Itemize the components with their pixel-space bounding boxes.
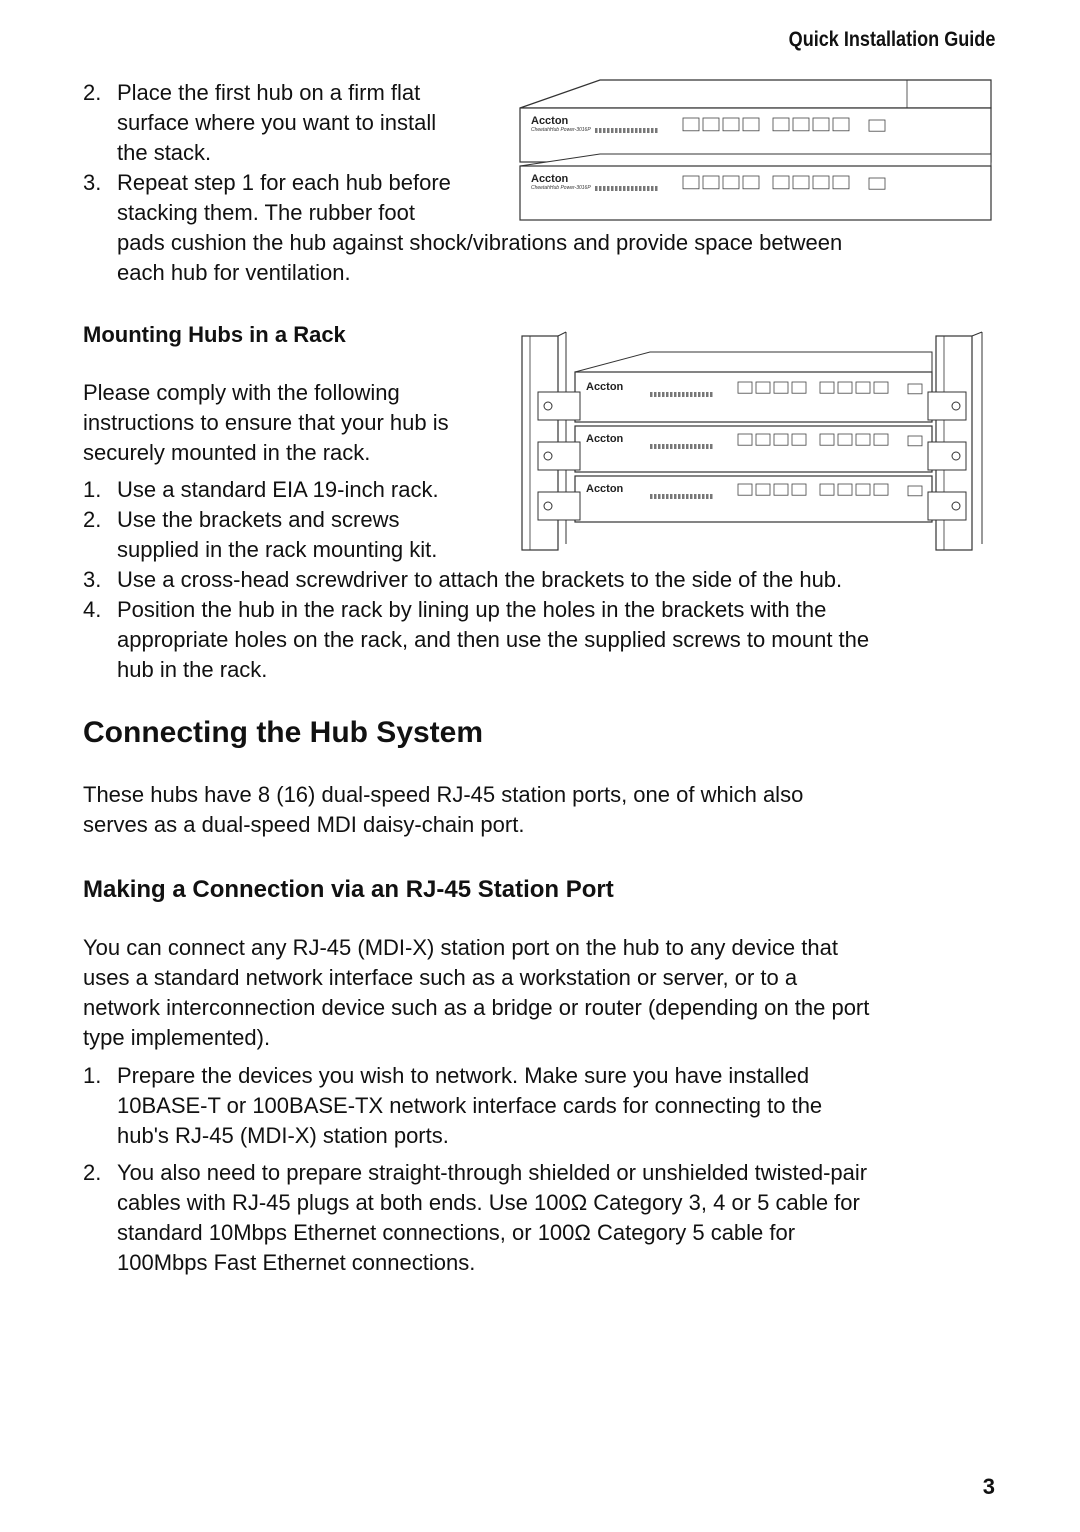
led-indicator xyxy=(666,392,669,397)
step-line: 10BASE-T or 100BASE-TX network interface cards for connecting to the xyxy=(117,1093,823,1118)
led-indicator xyxy=(603,128,606,133)
rj45-port-icon xyxy=(838,434,852,445)
led-indicator xyxy=(655,186,658,191)
led-indicator xyxy=(690,494,693,499)
rj45-intro xyxy=(83,933,869,1053)
rj45-port-icon xyxy=(738,434,752,445)
led-indicator xyxy=(698,444,701,449)
led-indicator xyxy=(674,444,677,449)
step-line: the stack. xyxy=(117,140,212,165)
led-indicator xyxy=(651,128,654,133)
led-indicator xyxy=(647,128,650,133)
intro-line: Please comply with the following xyxy=(83,380,400,405)
rj45-port-icon xyxy=(813,118,829,131)
rj45-step-1 xyxy=(83,1061,993,1151)
step-line: Use the brackets and screws xyxy=(117,507,400,532)
hub-brand: Accton xyxy=(531,115,569,127)
led-indicator xyxy=(670,392,673,397)
rj45-port-icon xyxy=(833,118,849,131)
led-indicator xyxy=(694,444,697,449)
led-indicator xyxy=(666,444,669,449)
rj45-port-icon xyxy=(756,382,770,393)
led-indicator xyxy=(654,392,657,397)
rj45-port-icon xyxy=(820,434,834,445)
intro-line: You can connect any RJ-45 (MDI-X) station port on the hub to any device that xyxy=(83,935,838,960)
led-indicator xyxy=(607,128,610,133)
rj45-port-icon xyxy=(856,484,870,495)
rack-hub-unit xyxy=(575,476,932,522)
led-indicator xyxy=(702,444,705,449)
rj45-port-icon xyxy=(813,176,829,189)
led-indicator xyxy=(710,494,713,499)
led-indicator xyxy=(658,392,661,397)
rj45-port-icon xyxy=(793,176,809,189)
rj45-port-icon xyxy=(874,434,888,445)
led-indicator xyxy=(635,186,638,191)
rack-step-3 xyxy=(83,565,993,595)
led-indicator xyxy=(686,494,689,499)
step-line: Use a cross-head screwdriver to attach the brackets to the side of the hub. xyxy=(117,567,843,592)
led-indicator xyxy=(607,186,610,191)
led-indicator xyxy=(654,494,657,499)
rj45-port-icon xyxy=(683,118,699,131)
rj45-port-icon xyxy=(856,434,870,445)
led-indicator xyxy=(682,494,685,499)
rj45-port-icon xyxy=(738,382,752,393)
rj45-port-icon xyxy=(756,484,770,495)
led-indicator xyxy=(615,128,618,133)
rj45-port-icon xyxy=(793,118,809,131)
rj45-port-icon xyxy=(756,434,770,445)
led-indicator xyxy=(682,444,685,449)
rj45-port-icon xyxy=(738,484,752,495)
rj45-port-icon xyxy=(743,176,759,189)
uplink-port-icon xyxy=(908,436,922,446)
step-number: 2. xyxy=(83,1160,102,1185)
led-indicator xyxy=(639,128,642,133)
hub-brand: Accton xyxy=(586,483,624,495)
led-indicator xyxy=(623,128,626,133)
step-number: 2. xyxy=(83,80,102,105)
step-line: supplied in the rack mounting kit. xyxy=(117,537,438,562)
led-indicator xyxy=(690,392,693,397)
led-indicator xyxy=(650,444,653,449)
led-indicator xyxy=(702,392,705,397)
rj45-port-icon xyxy=(774,382,788,393)
step-number: 2. xyxy=(83,507,102,532)
rj45-port-icon xyxy=(774,434,788,445)
intro-line: uses a standard network interface such as a workstation or server, or to a xyxy=(83,965,798,990)
uplink-port-icon xyxy=(908,486,922,496)
connecting-heading: Connecting the Hub System xyxy=(83,716,484,749)
led-indicator xyxy=(686,444,689,449)
step-line: You also need to prepare straight-through shielded or unshielded twisted-pair xyxy=(117,1160,868,1185)
connecting-intro xyxy=(83,780,803,840)
led-indicator xyxy=(631,128,634,133)
led-indicator xyxy=(706,444,709,449)
step-number: 3. xyxy=(83,170,102,195)
rj45-port-icon xyxy=(773,118,789,131)
rj45-port-icon xyxy=(833,176,849,189)
rj45-step-2 xyxy=(83,1158,993,1278)
intro-line: type implemented). xyxy=(83,1025,271,1050)
led-indicator xyxy=(698,494,701,499)
uplink-port-icon xyxy=(869,178,885,189)
led-indicator xyxy=(694,392,697,397)
led-indicator xyxy=(706,392,709,397)
step-line: hub's RJ-45 (MDI-X) station ports. xyxy=(117,1123,449,1148)
rack-heading: Mounting Hubs in a Rack xyxy=(83,322,346,347)
step-number: 3. xyxy=(83,567,102,592)
running-header: Quick Installation Guide xyxy=(788,28,995,51)
rj45-heading: Making a Connection via an RJ-45 Station Port xyxy=(83,876,614,903)
led-indicator xyxy=(619,186,622,191)
led-indicator xyxy=(627,186,630,191)
led-indicator xyxy=(690,444,693,449)
led-indicator xyxy=(670,494,673,499)
rj45-port-icon xyxy=(792,382,806,393)
step-line: pads cushion the hub against shock/vibrations and provide space between xyxy=(117,230,843,255)
rj45-port-icon xyxy=(703,176,719,189)
led-indicator xyxy=(611,186,614,191)
stacked-hubs-illustration xyxy=(515,78,995,224)
intro-line: These hubs have 8 (16) dual-speed RJ-45 station ports, one of which also xyxy=(83,782,804,807)
stack-step-2 xyxy=(83,78,503,168)
led-indicator xyxy=(619,128,622,133)
led-indicator xyxy=(678,494,681,499)
rj45-port-icon xyxy=(874,382,888,393)
hub-model: CheetahHub Power-3016P xyxy=(531,185,591,191)
led-indicator xyxy=(650,494,653,499)
led-indicator xyxy=(595,128,598,133)
page-number: 3 xyxy=(982,1474,995,1499)
led-indicator xyxy=(662,444,665,449)
uplink-port-icon xyxy=(869,120,885,131)
led-indicator xyxy=(643,128,646,133)
uplink-port-icon xyxy=(908,384,922,394)
led-indicator xyxy=(682,392,685,397)
led-indicator xyxy=(674,392,677,397)
led-indicator xyxy=(662,494,665,499)
led-indicator xyxy=(654,444,657,449)
led-indicator xyxy=(694,494,697,499)
led-indicator xyxy=(655,128,658,133)
led-indicator xyxy=(643,186,646,191)
rj45-port-icon xyxy=(683,176,699,189)
led-indicator xyxy=(635,128,638,133)
rack-step-2 xyxy=(83,505,503,565)
rj45-port-icon xyxy=(792,484,806,495)
step-number: 1. xyxy=(83,1063,102,1088)
rj45-port-icon xyxy=(703,118,719,131)
rj45-port-icon xyxy=(773,176,789,189)
rj45-port-icon xyxy=(723,118,739,131)
rj45-port-icon xyxy=(874,484,888,495)
led-indicator xyxy=(623,186,626,191)
hub-model: CheetahHub Power-3016P xyxy=(531,127,591,133)
step-number: 4. xyxy=(83,597,102,622)
step-line: Use a standard EIA 19-inch rack. xyxy=(117,477,439,502)
rj45-port-icon xyxy=(820,382,834,393)
step-line: surface where you want to install xyxy=(117,110,437,135)
hub-brand: Accton xyxy=(531,173,569,185)
led-indicator xyxy=(599,186,602,191)
step-line: appropriate holes on the rack, and then use the supplied screws to mount the xyxy=(117,627,870,652)
led-indicator xyxy=(674,494,677,499)
led-indicator xyxy=(706,494,709,499)
rj45-port-icon xyxy=(743,118,759,131)
led-indicator xyxy=(647,186,650,191)
led-indicator xyxy=(595,186,598,191)
led-indicator xyxy=(599,128,602,133)
rack-step-4 xyxy=(83,595,993,685)
hub-brand: Accton xyxy=(586,433,624,445)
step-line: each hub for ventilation. xyxy=(117,260,351,285)
led-indicator xyxy=(651,186,654,191)
step-line: hub in the rack. xyxy=(117,657,268,682)
rj45-port-icon xyxy=(792,434,806,445)
led-indicator xyxy=(658,444,661,449)
led-indicator xyxy=(631,186,634,191)
intro-line: serves as a dual-speed MDI daisy-chain port. xyxy=(83,812,525,837)
step-line: Prepare the devices you wish to network. Make sure you have installed xyxy=(117,1063,810,1088)
step-number: 1. xyxy=(83,477,102,502)
led-indicator xyxy=(710,444,713,449)
led-indicator xyxy=(662,392,665,397)
rack-mount-illustration xyxy=(520,330,992,555)
led-indicator xyxy=(650,392,653,397)
led-indicator xyxy=(678,444,681,449)
step-line: Place the first hub on a firm flat xyxy=(117,80,421,105)
step-line: cables with RJ-45 plugs at both ends. Use 100Ω Category 3, 4 or 5 cable for xyxy=(117,1190,860,1215)
led-indicator xyxy=(686,392,689,397)
led-indicator xyxy=(639,186,642,191)
led-indicator xyxy=(615,186,618,191)
led-indicator xyxy=(698,392,701,397)
rj45-port-icon xyxy=(723,176,739,189)
rj45-port-icon xyxy=(774,484,788,495)
led-indicator xyxy=(611,128,614,133)
rack-intro xyxy=(83,378,449,468)
led-indicator xyxy=(678,392,681,397)
rj45-port-icon xyxy=(838,382,852,393)
intro-line: securely mounted in the rack. xyxy=(83,440,371,465)
rack-hub-unit xyxy=(575,426,932,472)
led-indicator xyxy=(603,186,606,191)
rj45-port-icon xyxy=(856,382,870,393)
rj45-port-icon xyxy=(820,484,834,495)
led-indicator xyxy=(666,494,669,499)
led-indicator xyxy=(658,494,661,499)
intro-line: network interconnection device such as a bridge or router (depending on the port xyxy=(83,995,870,1020)
rj45-port-icon xyxy=(838,484,852,495)
led-indicator xyxy=(710,392,713,397)
step-line: Repeat step 1 for each hub before xyxy=(117,170,451,195)
step-line: standard 10Mbps Ethernet connections, or 100Ω Category 5 cable for xyxy=(117,1220,796,1245)
rack-step-1 xyxy=(83,475,503,505)
led-indicator xyxy=(627,128,630,133)
led-indicator xyxy=(670,444,673,449)
step-line: Position the hub in the rack by lining up the holes in the brackets with the xyxy=(117,597,827,622)
hub-brand: Accton xyxy=(586,381,624,393)
step-line: stacking them. The rubber foot xyxy=(117,200,415,225)
led-indicator xyxy=(702,494,705,499)
intro-line: instructions to ensure that your hub is xyxy=(83,410,449,435)
step-line: 100Mbps Fast Ethernet connections. xyxy=(117,1250,476,1275)
